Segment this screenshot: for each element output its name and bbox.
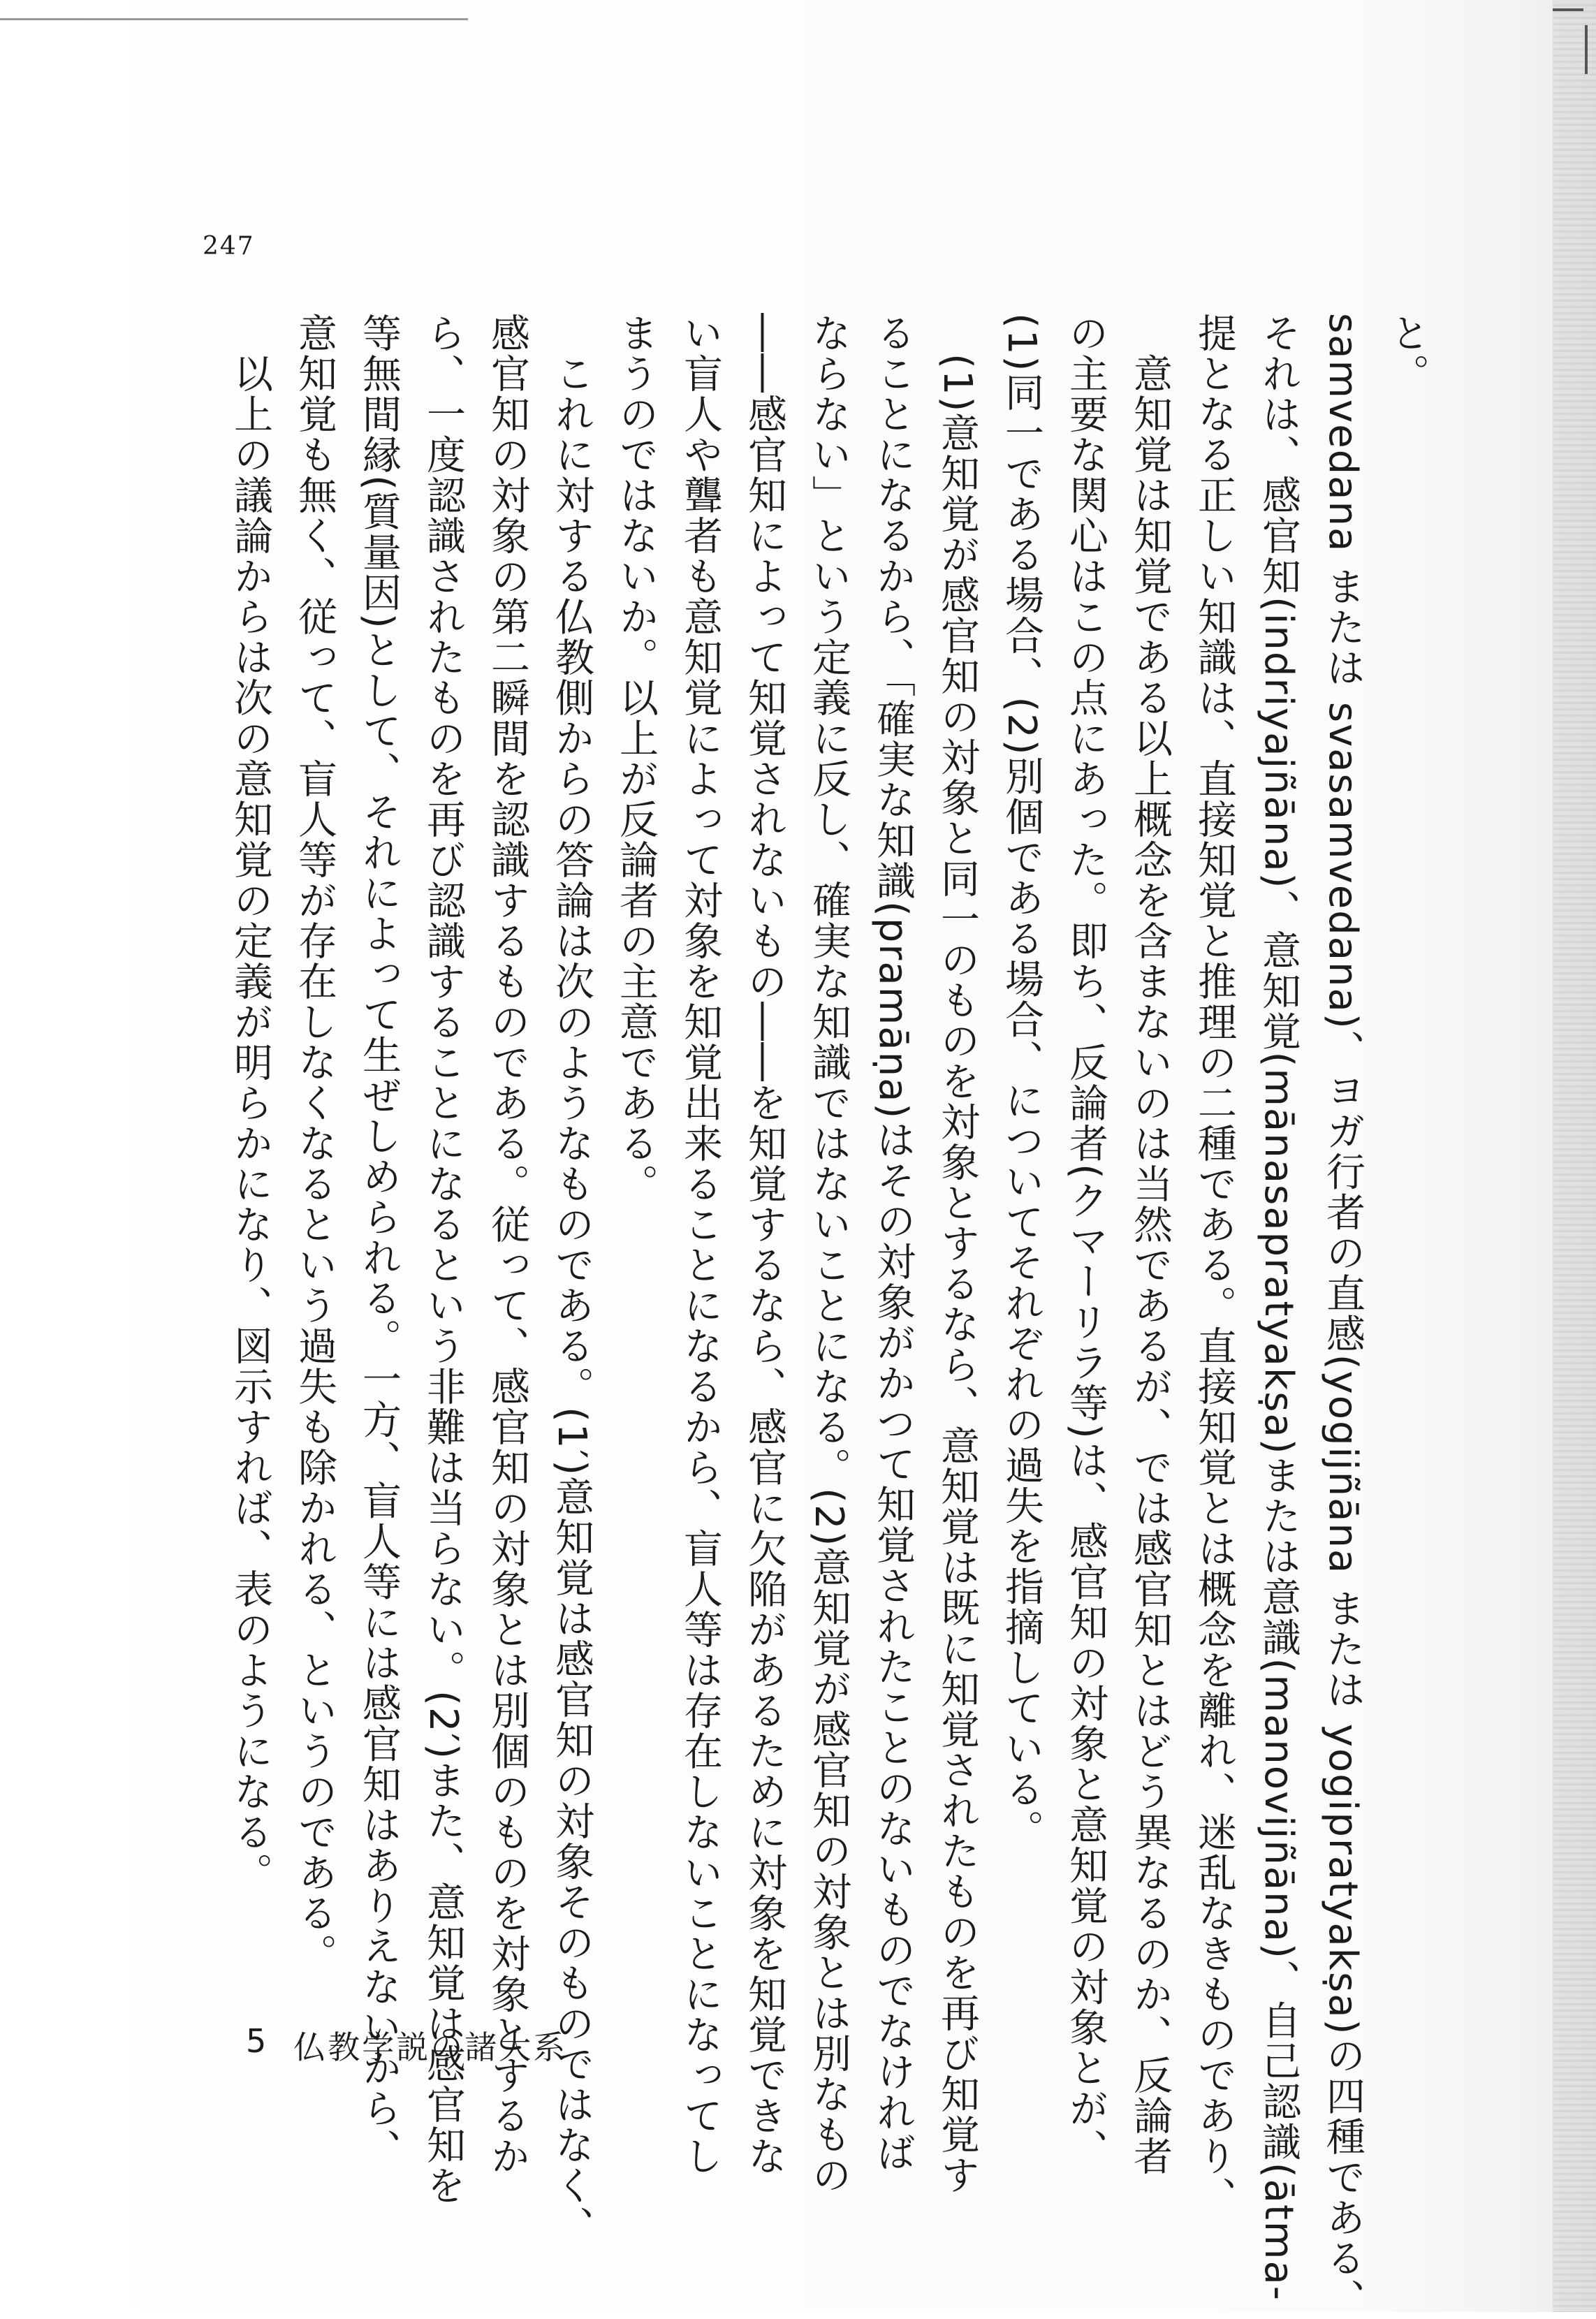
text-line: ら、一度認識されたものを再び認識することになるという非難は当らない。(2′)また、意知覚は感官知を xyxy=(420,313,466,2207)
binding-mark xyxy=(1553,8,1583,11)
text-line: それは、感官知(indriyajñāna)、意知覚(mānasapratyakṣa)または意識(manovijñāna)、自己認識(ātma- xyxy=(1256,313,1301,2302)
binding-edge xyxy=(1553,0,1596,2312)
text-line: の主要な関心はこの点にあった。即ち、反論者(クマーリラ等)は、感官知の対象と意知覚の対象とが、 xyxy=(1063,313,1108,2170)
text-line: 意知覚も無く、従って、盲人等が存在しなくなるという過失も除かれる、というのである。 xyxy=(292,313,337,1974)
running-footer xyxy=(246,2022,567,2068)
text-line: これに対する仏教側からの答論は次のようなものである。(1′)意知覚は感官知の対象そのものではなく、 xyxy=(549,313,594,2247)
page-number: 247 xyxy=(203,232,255,261)
text-line: (1)意知覚が感官知の対象と同一のものを対象とするなら、意知覚は既に知覚されたものを再び知覚す xyxy=(935,313,980,2196)
text-line: 等無間縁(質量因)として、それによって生ぜしめられる。一方、盲人等には感官知はありえないから、 xyxy=(356,313,402,2170)
text-line: 提となる正しい知識は、直接知覚と推理の二種である。直接知覚とは概念を離れ、迷乱なきものであり、 xyxy=(1192,313,1237,2217)
text-line: い盲人や聾者も意知覚によって対象を知覚出来ることになるから、盲人等は存在しないことになってし xyxy=(678,313,723,2177)
text-line: (1)同一である場合、(2)別個である場合、についてそれぞれの過失を指摘している。 xyxy=(999,313,1044,1850)
binding-tick xyxy=(1585,25,1588,74)
top-rule xyxy=(0,18,468,20)
chapter-title: 仏教学説の諸大系 xyxy=(293,2028,568,2066)
text-line: まうのではないか。以上が反論者の主意である。 xyxy=(613,313,659,1204)
text-line: ――感官知によって知覚されないもの――を知覚するなら、感官に欠陥があるために対象を知覚できな xyxy=(742,313,787,2177)
text-line: 以上の議論からは次の意知覚の定義が明らかになり、図示すれば、表のようになる。 xyxy=(228,313,273,1893)
text-line: 感官知の対象の第二瞬間を認識するものである。従って、感官知の対象とは別個のものを対象とするか xyxy=(485,313,530,2177)
text-line: 意知覚は知覚である以上概念を含まないのは当然であるが、では感官知とはどう異なるのか、反論者 xyxy=(1127,313,1173,2177)
text-line: ならない」という定義に反し、確実な知識ではないことになる。(2)意知覚が感官知の対象とは別なもの xyxy=(806,313,851,2196)
chapter-number: 5 xyxy=(246,2022,269,2060)
text-line: ることになるから、「確実な知識(pramāṇa)はその対象がかつて知覚されたことのないものでなければ xyxy=(870,313,916,2174)
text-line: samvedana または svasamvedana)、ヨガ行者の直感(yogijñāna または yogipratyakṣa)の四種である、 xyxy=(1320,313,1366,2319)
text-line: と。 xyxy=(1384,313,1430,394)
